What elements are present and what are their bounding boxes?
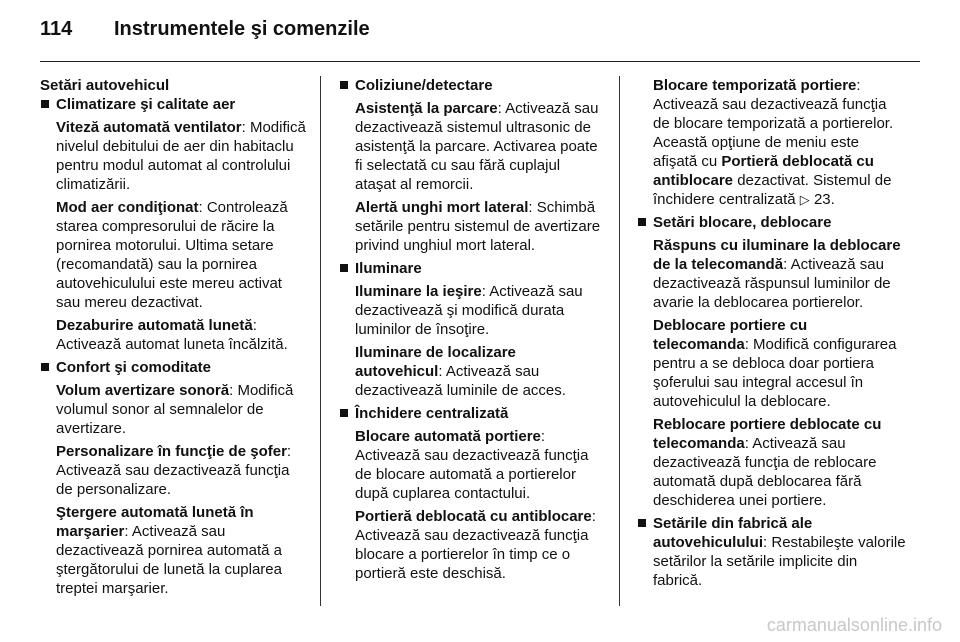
bullet-heading-text: Închidere centralizată (355, 405, 509, 422)
page-number: 114 (40, 18, 73, 40)
bullet-heading (637, 514, 907, 590)
square-bullet-icon (340, 409, 348, 417)
setting-name: Deblocare portiere cu telecomanda (653, 317, 808, 353)
separator: : (763, 534, 768, 551)
setting-entry (637, 76, 907, 209)
square-bullet-icon (340, 264, 348, 272)
separator: : (744, 435, 749, 452)
setting-entry (637, 236, 907, 312)
setting-description: Activează sau dezactivează pornirea automată a ştergătorului de lunetă la cuplarea treptei marşarier. (56, 523, 282, 597)
setting-description: Activează sau dezactivează funcţia de reblocare automată după deblocarea fără deschiderea unei portiere. (653, 435, 877, 509)
setting-name: Portieră deblocată cu antiblocare (355, 508, 592, 525)
setting-description: Activează sau dezactivează şi modifică durata luminilor de însoţire. (355, 283, 583, 338)
setting-entry (40, 503, 308, 598)
separator: : (438, 363, 443, 380)
separator: : (856, 77, 861, 94)
column-1 (40, 76, 308, 602)
setting-entry (40, 198, 308, 312)
setting-entry (339, 507, 605, 583)
setting-description: Activează automat luneta încălzită. (56, 336, 288, 353)
square-bullet-icon (638, 218, 646, 226)
setting-entry (40, 118, 308, 194)
setting-name: Viteză automată ventilator (56, 119, 242, 136)
setting-entry (40, 316, 308, 354)
setting-description: Schimbă setările pentru sistemul de avertizare privind unghiul mort lateral. (355, 199, 601, 254)
setting-name: Alertă unghi mort lateral (355, 199, 529, 216)
setting-entry (637, 316, 907, 411)
separator: : (528, 199, 533, 216)
setting-description: Restabileşte valorile setărilor la setările implicite din fabrică. (653, 534, 906, 589)
bullet-heading-text: Climatizare şi calitate aer (56, 96, 236, 113)
bullet-heading (637, 213, 907, 232)
bullet-heading-text: Iluminare (355, 260, 422, 277)
column-divider (320, 76, 321, 606)
setting-description: Modifică nivelul debitului de aer din habitaclu pentru modul automat al controlului climatizării. (56, 119, 306, 193)
bullet-heading (339, 259, 605, 278)
page-title: Instrumentele şi comenzile (114, 18, 370, 40)
setting-description: Activează sau dezactivează funcţia de personalizare. (56, 462, 290, 498)
square-bullet-icon (41, 100, 49, 108)
setting-entry (339, 427, 605, 503)
setting-description: Activează sau dezactivează luminile de acces. (355, 363, 566, 399)
setting-description: Activează sau dezactivează funcţia blocare a portierelor în timp ce o portieră este deschisă. (355, 527, 589, 582)
separator: : (744, 336, 749, 353)
header-divider (40, 61, 920, 62)
bullet-heading (40, 95, 308, 114)
page-reference-arrow-icon: ▷ (799, 192, 810, 207)
bullet-heading (40, 358, 308, 377)
setting-description: dezactivat. Sistemul de închidere centralizată (653, 172, 892, 208)
bullet-heading-text: Setări blocare, deblocare (653, 214, 832, 231)
setting-description: Activează sau dezactivează răspunsul luminilor de avarie la deblocarea portierelor. (653, 256, 891, 311)
watermark: carmanualsonline.info (766, 615, 942, 635)
separator: : (481, 283, 486, 300)
setting-entry (339, 282, 605, 339)
column-2 (339, 76, 605, 587)
separator: : (198, 199, 203, 216)
setting-name: Reblocare portiere deblocate cu telecomanda (653, 416, 882, 452)
separator: : (783, 256, 788, 273)
column-divider (619, 76, 620, 606)
bullet-heading-text: Coliziune/detectare (355, 77, 493, 94)
separator: : (286, 443, 292, 460)
separator: : (540, 428, 546, 445)
setting-description: Modifică volumul sonor al semnalelor de avertizare. (56, 382, 294, 437)
square-bullet-icon (340, 81, 348, 89)
setting-entry (40, 442, 308, 499)
column-3 (637, 76, 907, 594)
setting-name: Iluminare de localizare autovehicul (355, 344, 516, 380)
setting-name: Dezaburire automată lunetă (56, 317, 253, 334)
setting-description: Modifică configurarea pentru a se debloca doar portiera şoferului sau integral accesul în autovehiculul la deblocare. (653, 336, 897, 410)
setting-name: Personalizare în funcţie de şofer (56, 443, 287, 460)
square-bullet-icon (41, 363, 49, 371)
separator: : (241, 119, 246, 136)
setting-entry (40, 381, 308, 438)
setting-name: Răspuns cu iluminare la deblocare de la telecomandă (653, 237, 901, 273)
page-header (40, 18, 370, 41)
setting-name: Blocare temporizată portiere (653, 77, 857, 94)
setting-name: Asistenţă la parcare (355, 100, 498, 117)
bullet-heading (339, 404, 605, 423)
setting-description: Activează sau dezactivează funcţia de blocare automată a portierelor după cuplarea contactului. (355, 447, 589, 502)
bullet-heading-text: Confort şi comoditate (56, 359, 212, 376)
setting-name: Iluminare la ieşire (355, 283, 482, 300)
bullet-heading (339, 76, 605, 95)
separator: : (229, 382, 234, 399)
setting-description: Activează sau dezactivează funcţia de blocare temporizată a portierelor. Această opţiune de meniu este afişată cu (653, 96, 894, 170)
setting-name: Mod aer condiţionat (56, 199, 199, 216)
separator: : (252, 317, 257, 334)
setting-description: Activează sau dezactivează sistemul ultrasonic de asistenţă la parcare. Activarea poate fi selectată cu sau fără cuplajul ataşat al remorcii. (355, 100, 599, 193)
bullet-heading-text: Setările din fabrică ale autovehiculului (653, 515, 813, 551)
setting-entry (637, 415, 907, 510)
separator: : (124, 523, 129, 540)
setting-entry (339, 99, 605, 194)
setting-name: Blocare automată portiere (355, 428, 541, 445)
square-bullet-icon (638, 519, 646, 527)
setting-name-inline: Portieră deblocată cu antiblocare (653, 153, 874, 189)
setting-entry (339, 198, 605, 255)
separator: : (591, 508, 596, 525)
setting-name: Volum avertizare sonoră (56, 382, 230, 399)
setting-name: Ştergere automată lunetă în marşarier (56, 504, 254, 540)
page-reference[interactable]: 23. (813, 191, 835, 208)
section-title: Setări autovehicul (40, 77, 170, 94)
setting-entry (339, 343, 605, 400)
separator: : (497, 100, 502, 117)
setting-description: Controlează starea compresorului de răcire la pornirea motorului. Ultima setare (recomandată) sau la pornirea autovehiculului este mereu activat sau mereu dezactivat. (56, 199, 288, 311)
